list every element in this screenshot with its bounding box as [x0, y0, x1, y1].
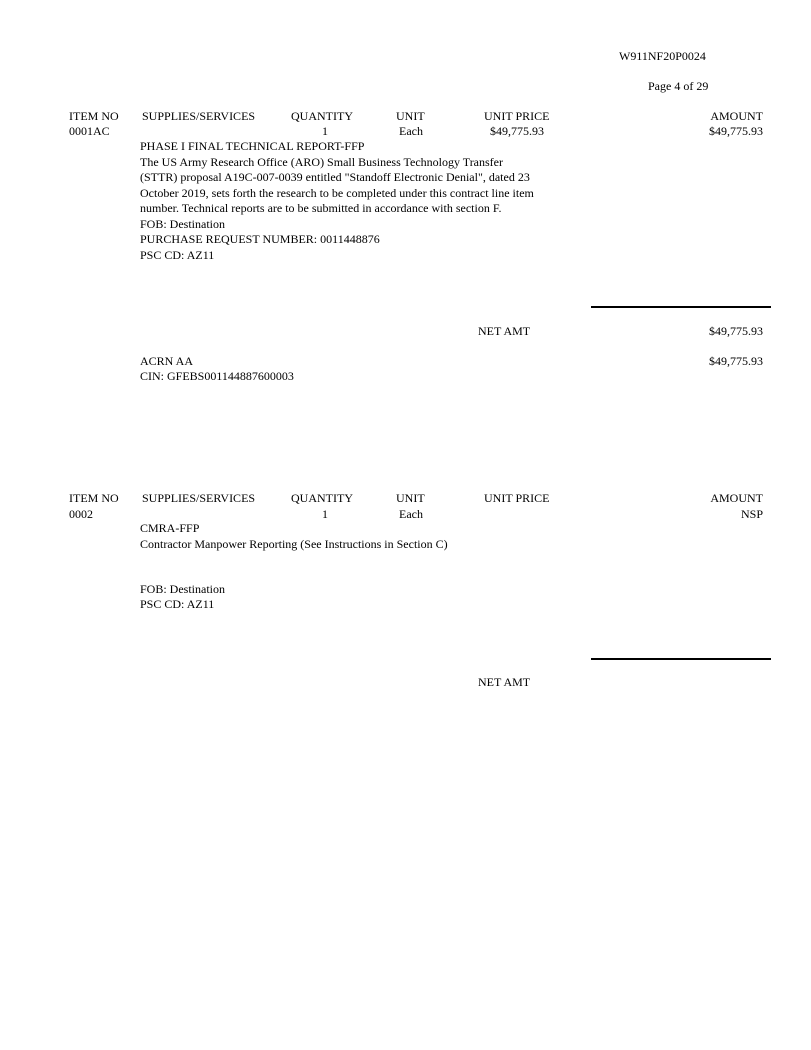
fob-text: FOB: Destination — [140, 216, 226, 231]
net-amt-label: NET AMT — [478, 324, 531, 338]
item-title: CMRA-FFP — [140, 521, 200, 535]
acrn-label: ACRN AA — [140, 354, 194, 368]
psc-code: PSC CD: AZ11 — [140, 247, 215, 262]
item-number: 0002 — [69, 507, 93, 521]
cin-number: CIN: GFEBS001144887600003 — [140, 369, 294, 383]
item-no-header: ITEM NO — [69, 491, 119, 505]
unit-header: UNIT — [396, 109, 425, 123]
item-number: 0001AC — [69, 124, 110, 138]
amount-header: AMOUNT — [710, 491, 763, 505]
description-line: Contractor Manpower Reporting (See Instructions in Section C) — [140, 537, 448, 551]
amount-value: NSP — [740, 507, 763, 521]
description-line: The US Army Research Office (ARO) Small Business Technology Transfer — [140, 154, 503, 169]
total-rule — [591, 306, 771, 308]
item-title: PHASE I FINAL TECHNICAL REPORT-FFP — [140, 139, 365, 153]
item-description — [140, 139, 590, 263]
page-number: Page 4 of 29 — [648, 79, 709, 93]
acrn-amount: $49,775.93 — [709, 354, 763, 368]
description-line: October 2019, sets forth the research to be completed under this contract line item — [140, 185, 534, 200]
quantity-header: QUANTITY — [291, 109, 353, 123]
quantity-value: 1 — [322, 124, 328, 138]
total-rule — [591, 658, 771, 660]
net-amt-value: $49,775.93 — [709, 324, 763, 338]
supplies-services-header: SUPPLIES/SERVICES — [142, 109, 256, 123]
unit-header: UNIT — [396, 491, 425, 505]
unit-price-value: $49,775.93 — [490, 124, 544, 138]
supplies-services-header: SUPPLIES/SERVICES — [142, 491, 256, 505]
unit-value: Each — [399, 507, 423, 521]
quantity-value: 1 — [322, 507, 328, 521]
psc-code: PSC CD: AZ11 — [140, 597, 215, 611]
unit-value: Each — [399, 124, 423, 138]
fob-text: FOB: Destination — [140, 582, 226, 596]
item-no-header: ITEM NO — [69, 109, 119, 123]
quantity-header: QUANTITY — [291, 491, 353, 505]
amount-value: $49,775.93 — [709, 124, 763, 138]
net-amt-label: NET AMT — [478, 675, 531, 689]
amount-header: AMOUNT — [710, 109, 763, 123]
description-line: number. Technical reports are to be submitted in accordance with section F. — [140, 201, 502, 215]
contract-number: W911NF20P0024 — [619, 49, 706, 63]
unit-price-header: UNIT PRICE — [484, 491, 550, 505]
description-line: (STTR) proposal A19C-007-0039 entitled "Standoff Electronic Denial", dated 23 — [140, 170, 530, 184]
unit-price-header: UNIT PRICE — [484, 109, 550, 123]
purchase-request-number: PURCHASE REQUEST NUMBER: 0011448876 — [140, 232, 380, 246]
